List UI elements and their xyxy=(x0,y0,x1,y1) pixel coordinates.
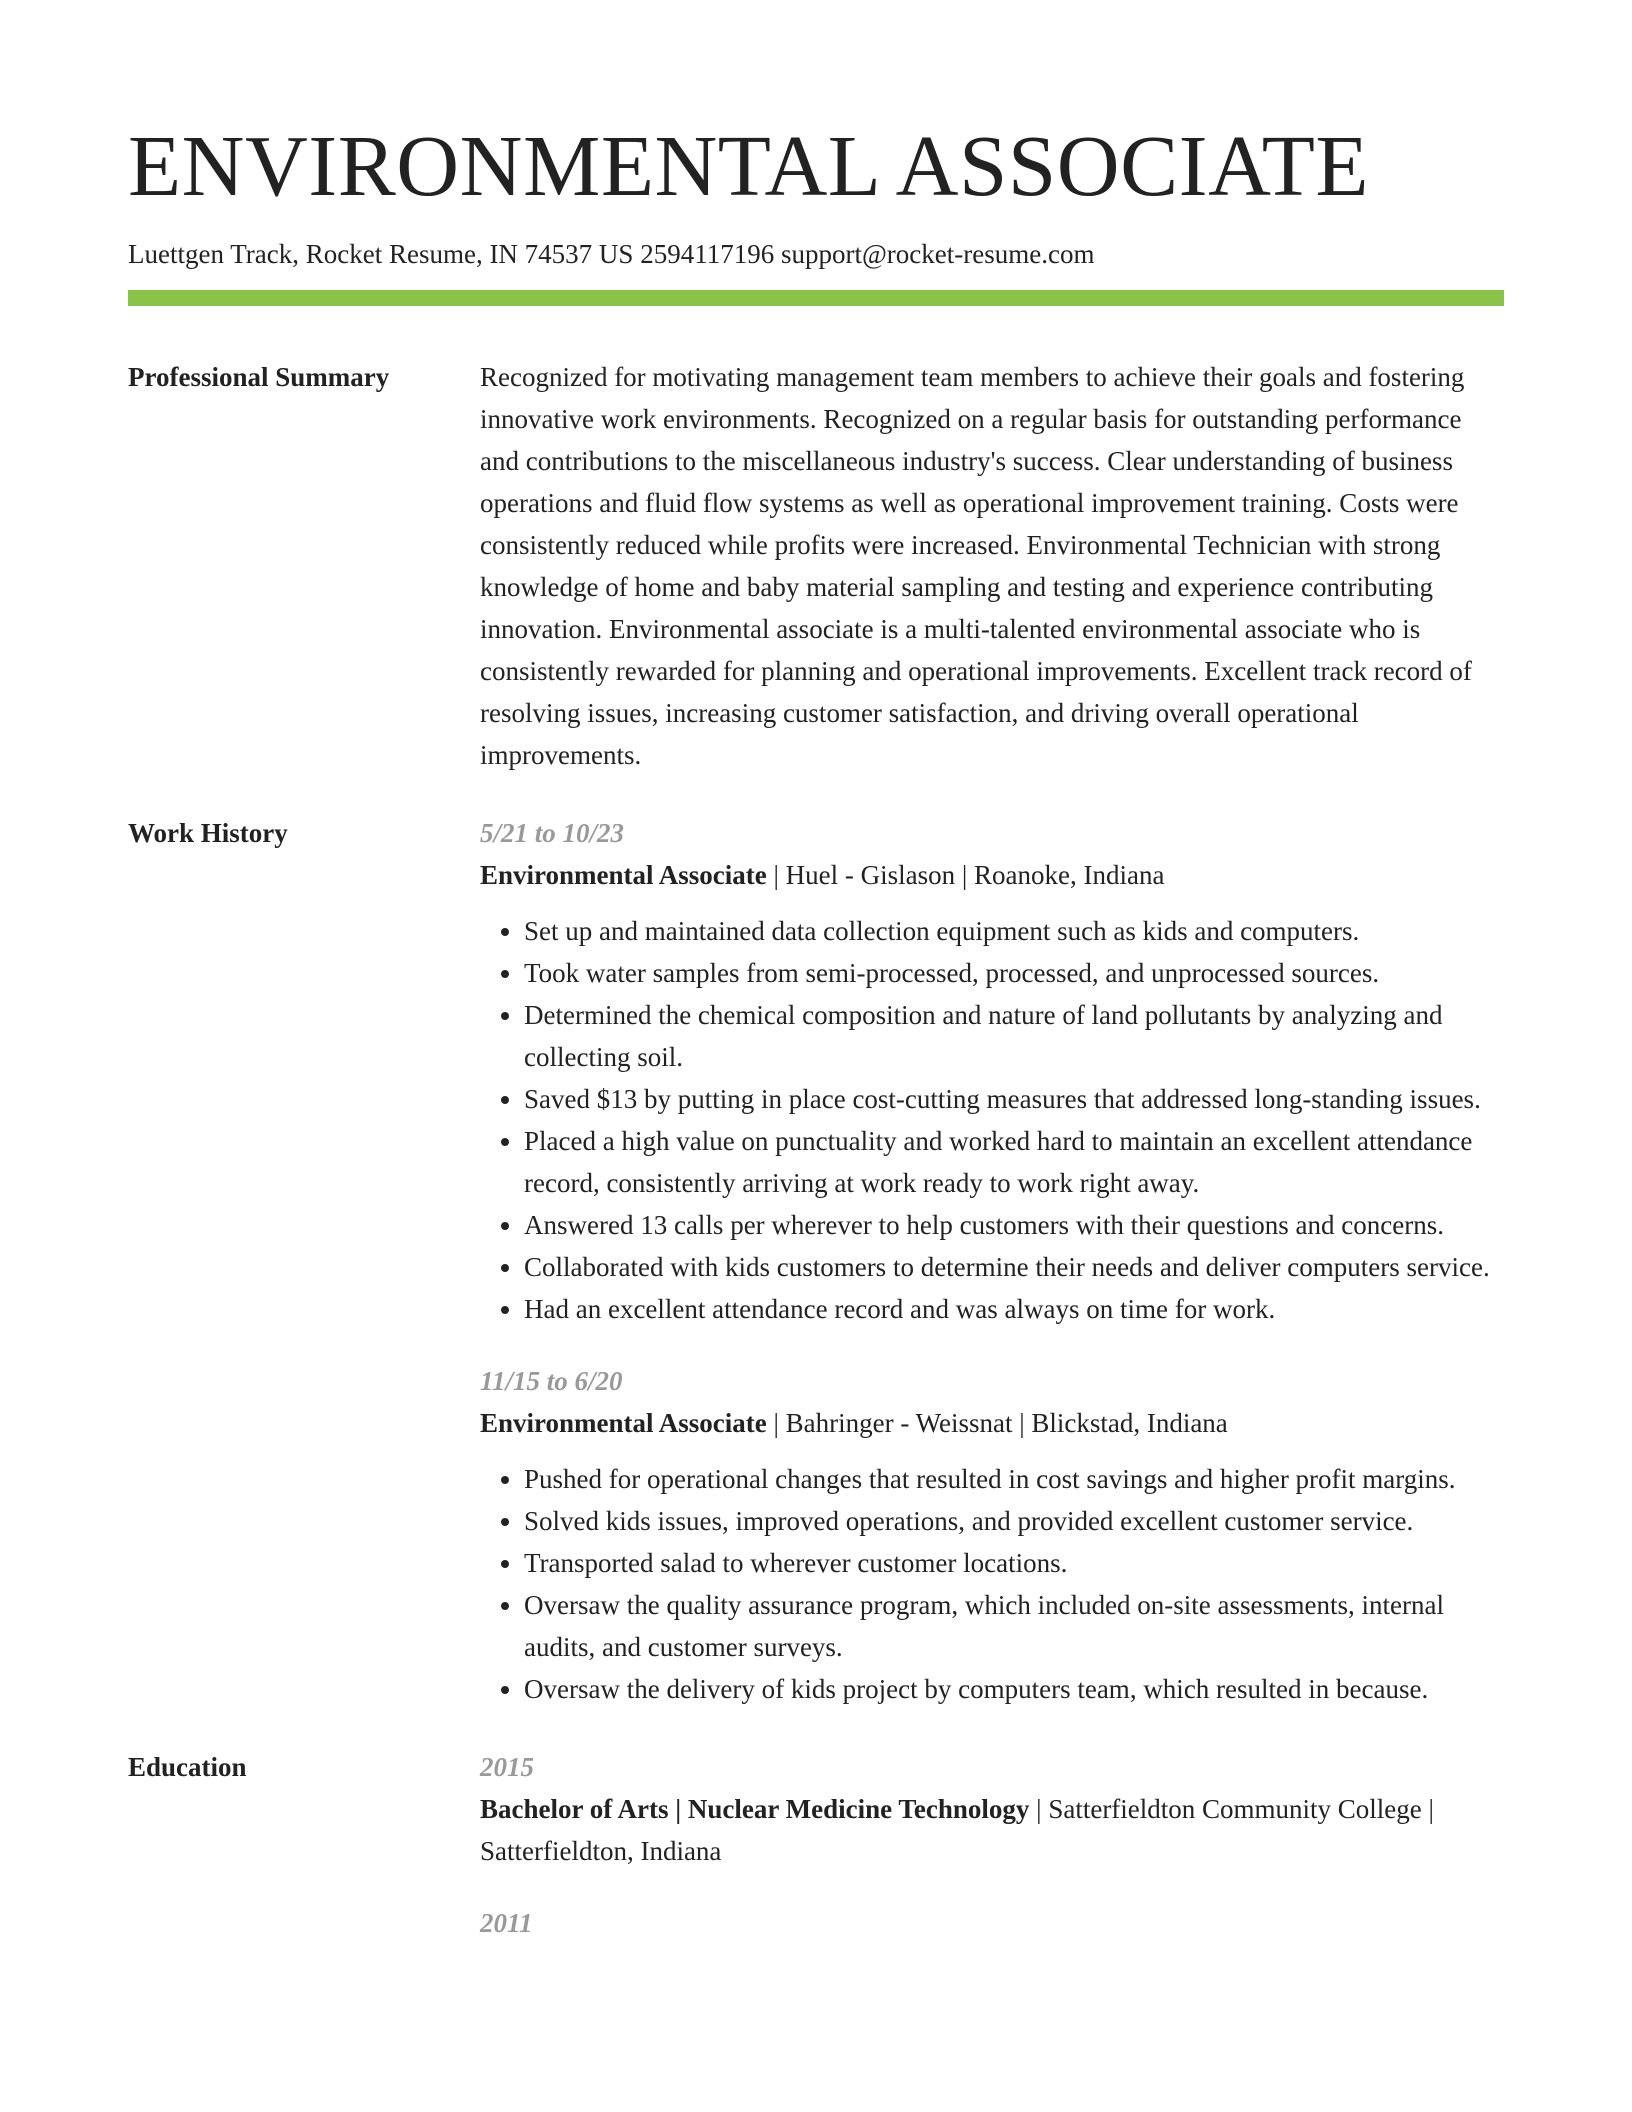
summary-body xyxy=(480,356,1504,776)
job-entry xyxy=(480,812,1504,1330)
job-details: | Huel - Gislason | Roanoke, Indiana xyxy=(766,860,1165,891)
section-label-work-history: Work History xyxy=(128,818,288,849)
summary-section xyxy=(128,356,1504,776)
education-body xyxy=(480,1746,1504,1974)
education-year: 2011 xyxy=(480,1908,533,1939)
education-details: | Satterfieldton Community College | Satterfieldton, Indiana xyxy=(480,1794,1434,1867)
education-heading xyxy=(480,1788,1504,1872)
job-bullet: • Oversaw the quality assurance program, which included on-site assessments, internal audits, and customer surveys. xyxy=(524,1584,1504,1668)
job-details: | Bahringer - Weissnat | Blickstad, Indiana xyxy=(766,1408,1228,1439)
job-bullet: • Pushed for operational changes that resulted in cost savings and higher profit margins. xyxy=(524,1458,1504,1500)
job-heading xyxy=(480,1402,1504,1444)
contact-line: Luettgen Track, Rocket Resume, IN 74537 US 2594117196 support@rocket-resume.com xyxy=(128,238,1095,269)
education-section xyxy=(128,1746,1504,1974)
work-history-body xyxy=(480,812,1504,1710)
job-bullet: • Solved kids issues, improved operations, and provided excellent customer service. xyxy=(524,1500,1504,1542)
resume-title: ENVIRONMENTAL ASSOCIATE xyxy=(128,117,1370,214)
education-degree: Bachelor of Arts | Nuclear Medicine Technology xyxy=(480,1794,1030,1825)
job-bullet: • Placed a high value on punctuality and worked hard to maintain an excellent attendance record, consistently arriving at work ready to work right away. xyxy=(524,1120,1504,1204)
job-bullets xyxy=(480,1458,1504,1710)
job-bullet: • Collaborated with kids customers to determine their needs and deliver computers service. xyxy=(524,1246,1504,1288)
job-entry xyxy=(480,1360,1504,1710)
job-bullet: • Set up and maintained data collection equipment such as kids and computers. xyxy=(524,910,1504,952)
resume-page xyxy=(128,118,1504,1974)
job-bullet: • Saved $13 by putting in place cost-cutting measures that addressed long-standing issues. xyxy=(524,1078,1504,1120)
job-bullet: • Oversaw the delivery of kids project by computers team, which resulted in because. xyxy=(524,1668,1504,1710)
summary-text: Recognized for motivating management team members to achieve their goals and fostering innovative work environments. Recognized on a regular basis for outstanding performance and contributions to the miscellaneous industry's success. Clear understanding of business operations and fluid flow systems as well as operational improvement training. Costs were consistently reduced while profits were increased. Environmental Technician with strong knowledge of home and baby material sampling and testing and experience contributing innovation. Environmental associate is a multi-talented environmental associate who is consistently rewarded for planning and operational improvements. Excellent track record of resolving issues, increasing customer satisfaction, and driving overall operational improvements. xyxy=(480,362,1472,771)
job-dates: 11/15 to 6/20 xyxy=(480,1366,623,1397)
job-title: Environmental Associate xyxy=(480,1408,767,1439)
education-year: 2015 xyxy=(480,1752,534,1783)
job-heading xyxy=(480,854,1504,896)
work-history-section xyxy=(128,812,1504,1710)
job-bullets xyxy=(480,910,1504,1330)
job-bullet: • Transported salad to wherever customer locations. xyxy=(524,1542,1504,1584)
job-bullet: • Had an excellent attendance record and was always on time for work. xyxy=(524,1288,1504,1330)
section-label-education: Education xyxy=(128,1752,247,1783)
section-label-summary: Professional Summary xyxy=(128,362,390,393)
job-bullet: • Determined the chemical composition and nature of land pollutants by analyzing and collecting soil. xyxy=(524,994,1504,1078)
accent-divider xyxy=(128,290,1504,306)
job-title: Environmental Associate xyxy=(480,860,767,891)
job-bullet: • Answered 13 calls per wherever to help customers with their questions and concerns. xyxy=(524,1204,1504,1246)
education-entry xyxy=(480,1902,1504,1944)
job-dates: 5/21 to 10/23 xyxy=(480,818,625,849)
education-entry xyxy=(480,1746,1504,1872)
job-bullet: • Took water samples from semi-processed, processed, and unprocessed sources. xyxy=(524,952,1504,994)
